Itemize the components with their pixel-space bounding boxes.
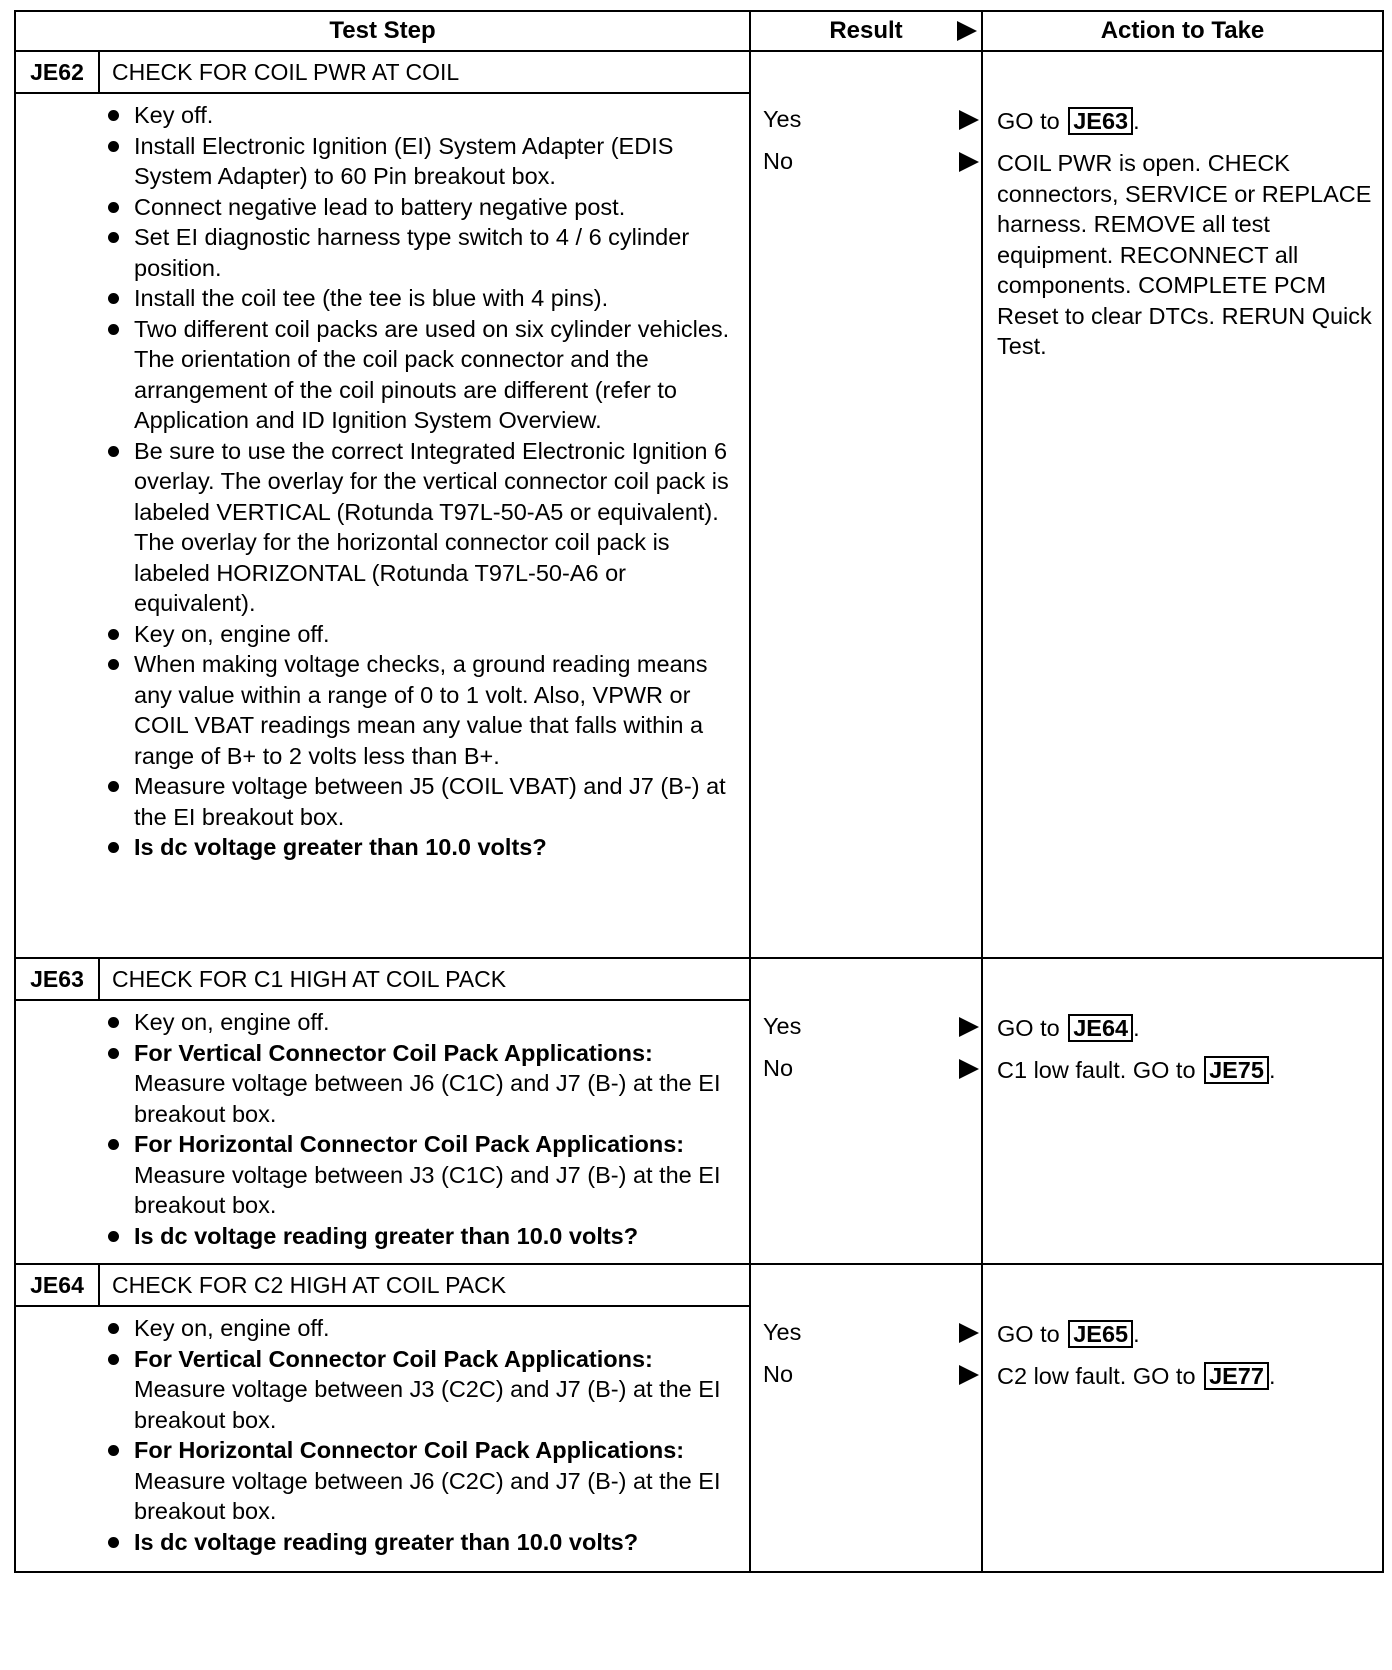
result-yes-label: Yes	[763, 106, 802, 132]
step-text: Key on, engine off.	[134, 1315, 330, 1341]
bullet-icon	[108, 1354, 119, 1365]
arrow-right-icon	[959, 1059, 979, 1079]
list-item	[16, 1435, 741, 1527]
arrow-right-icon	[959, 110, 979, 130]
step-text: Measure voltage between J3 (C1C) and J7 (B-) at the EI breakout box.	[134, 1161, 721, 1218]
arrow-right-icon	[959, 1365, 979, 1385]
step-question: Is dc voltage greater than 10.0 volts?	[134, 834, 547, 860]
header-action: Action to Take	[1100, 17, 1265, 44]
action-text: C2 low fault. GO to	[997, 1363, 1196, 1389]
action-cell	[983, 1265, 1382, 1571]
list-item	[16, 283, 741, 314]
action-punct: .	[1268, 1363, 1276, 1389]
step-title: CHECK FOR C1 HIGH AT COIL PACK	[112, 965, 507, 992]
result-no-label: No	[763, 1055, 794, 1081]
step-code: JE62	[16, 52, 100, 92]
step-titlebar	[16, 959, 749, 1001]
bullet-icon	[108, 629, 119, 640]
step-list	[16, 1001, 749, 1255]
step-cell	[16, 52, 751, 957]
list-item	[16, 1221, 741, 1252]
step-reference-link[interactable]: JE65	[1068, 1320, 1133, 1348]
header-result-label: Result	[829, 17, 903, 44]
action-cell	[983, 959, 1382, 1263]
result-no	[751, 1361, 981, 1403]
result-cell	[751, 52, 983, 957]
list-item	[16, 771, 741, 832]
action-yes	[997, 106, 1376, 148]
bullet-icon	[108, 1537, 119, 1548]
step-text: Two different coil packs are used on six cylinder vehicles. The orientation of the coil pack connector and the arrangement of the coil pinouts are different (refer to Application and ID Ignition System Overview.	[134, 315, 730, 433]
action-punct: .	[1133, 108, 1140, 134]
step-text: Measure voltage between J5 (COIL VBAT) and J7 (B-) at the EI breakout box.	[134, 773, 726, 830]
bullet-icon	[108, 141, 119, 152]
step-text-bold: For Vertical Connector Coil Pack Applications:	[134, 1345, 653, 1372]
result-no-label: No	[763, 1361, 794, 1387]
list-item	[16, 1007, 741, 1038]
list-item	[16, 1313, 741, 1344]
bullet-icon	[108, 446, 119, 457]
result-no	[751, 1055, 981, 1097]
result-no-label: No	[763, 148, 794, 174]
table-header	[16, 12, 1382, 52]
step-list	[16, 1307, 749, 1561]
arrow-right-icon	[959, 1017, 979, 1037]
result-yes	[751, 1013, 981, 1055]
step-code: JE63	[16, 959, 100, 999]
list-item	[16, 1527, 741, 1558]
bullet-icon	[108, 1017, 119, 1028]
arrow-right-icon	[957, 21, 977, 41]
result-cell	[751, 959, 983, 1263]
action-text: GO to	[997, 108, 1060, 134]
step-reference-link[interactable]: JE64	[1068, 1014, 1133, 1042]
step-reference-link[interactable]: JE77	[1204, 1362, 1269, 1390]
arrow-right-icon	[959, 152, 979, 172]
step-list	[16, 94, 749, 867]
list-item	[16, 436, 741, 619]
bullet-icon	[108, 232, 119, 243]
step-cell	[16, 1265, 751, 1571]
result-yes-label: Yes	[763, 1013, 802, 1039]
list-item	[16, 100, 741, 131]
step-question: Is dc voltage reading greater than 10.0 volts?	[134, 1528, 639, 1555]
bullet-icon	[108, 842, 119, 853]
bullet-icon	[108, 1139, 119, 1150]
list-item	[16, 1344, 741, 1436]
test-block-je62	[16, 52, 1382, 959]
action-no	[997, 1055, 1376, 1097]
step-cell	[16, 959, 751, 1263]
test-block-je64	[16, 1265, 1382, 1571]
bullet-icon	[108, 1445, 119, 1456]
list-item	[16, 832, 741, 863]
result-no	[751, 148, 981, 190]
action-text: GO to	[997, 1321, 1060, 1347]
list-item	[16, 192, 741, 223]
diagnostic-table	[14, 10, 1384, 1573]
step-code: JE64	[16, 1265, 100, 1305]
action-punct: .	[1133, 1015, 1140, 1041]
step-text: Measure voltage between J6 (C2C) and J7 (B-) at the EI breakout box.	[134, 1467, 721, 1524]
list-item	[16, 649, 741, 771]
result-yes	[751, 1319, 981, 1361]
step-text-bold: For Vertical Connector Coil Pack Applications:	[134, 1039, 653, 1066]
step-title: CHECK FOR C2 HIGH AT COIL PACK	[112, 1271, 507, 1298]
result-yes-label: Yes	[763, 1319, 802, 1345]
step-text: Install the coil tee (the tee is blue with 4 pins).	[134, 285, 609, 311]
step-text: Key off.	[134, 102, 214, 128]
list-item	[16, 222, 741, 283]
action-yes	[997, 1319, 1376, 1361]
step-text: Install Electronic Ignition (EI) System Adapter (EDIS System Adapter) to 60 Pin breakout box.	[134, 132, 674, 189]
action-yes	[997, 1013, 1376, 1055]
step-text: Connect negative lead to battery negative post.	[134, 193, 626, 220]
action-no	[997, 1361, 1376, 1403]
step-titlebar	[16, 1265, 749, 1307]
step-title: CHECK FOR COIL PWR AT COIL	[112, 58, 460, 85]
step-reference-link[interactable]: JE75	[1204, 1056, 1269, 1084]
bullet-icon	[108, 1231, 119, 1242]
arrow-right-icon	[959, 1323, 979, 1343]
bullet-icon	[108, 110, 119, 121]
bullet-icon	[108, 1323, 119, 1334]
result-cell	[751, 1265, 983, 1571]
list-item	[16, 1129, 741, 1221]
step-text: Measure voltage between J6 (C1C) and J7 (B-) at the EI breakout box.	[134, 1070, 721, 1127]
bullet-icon	[108, 659, 119, 670]
bullet-icon	[108, 1048, 119, 1059]
bullet-icon	[108, 324, 119, 335]
action-cell	[983, 52, 1382, 957]
test-block-je63	[16, 959, 1382, 1265]
step-text: Set EI diagnostic harness type switch to 4 / 6 cylinder position.	[134, 224, 690, 281]
list-item	[16, 1038, 741, 1130]
step-text-bold: For Horizontal Connector Coil Pack Applications:	[134, 1437, 685, 1463]
step-text: Be sure to use the correct Integrated Electronic Ignition 6 overlay. The overlay for the vertical connector coil pack is labeled VERTICAL (Rotunda T97L-50-A5 or equivalent). The overlay for the horizontal connector coil pack is labeled HORIZONTAL (Rotunda T97L-50-A6 or equivalent).	[134, 437, 729, 616]
action-punct: .	[1133, 1321, 1140, 1347]
bullet-icon	[108, 781, 119, 792]
action-text: GO to	[997, 1015, 1060, 1041]
step-text-bold: For Horizontal Connector Coil Pack Applications:	[134, 1131, 685, 1157]
header-result	[751, 12, 983, 50]
list-item	[16, 314, 741, 436]
step-question: Is dc voltage reading greater than 10.0 volts?	[134, 1222, 639, 1249]
action-no: COIL PWR is open. CHECK connectors, SERVICE or REPLACE harness. REMOVE all test equipment. RECONNECT all components. COMPLETE PCM Reset to clear DTCs. RERUN Quick Test.	[997, 150, 1372, 359]
result-yes	[751, 106, 981, 148]
header-test-step: Test Step	[16, 12, 751, 50]
bullet-icon	[108, 293, 119, 304]
step-text: Key on, engine off.	[134, 1009, 330, 1035]
step-text: When making voltage checks, a ground reading means any value within a range of 0 to 1 volt. Also, VPWR or COIL VBAT readings mean any value that falls within a range of B+ to 2 volts less than B+.	[134, 651, 708, 769]
list-item	[16, 619, 741, 650]
bullet-icon	[108, 202, 119, 213]
list-item	[16, 131, 741, 192]
step-titlebar	[16, 52, 749, 94]
action-text: C1 low fault. GO to	[997, 1057, 1196, 1083]
step-text: Measure voltage between J3 (C2C) and J7 (B-) at the EI breakout box.	[134, 1376, 721, 1433]
action-punct: .	[1268, 1057, 1276, 1083]
step-reference-link[interactable]: JE63	[1068, 107, 1133, 135]
step-text: Key on, engine off.	[134, 620, 330, 647]
